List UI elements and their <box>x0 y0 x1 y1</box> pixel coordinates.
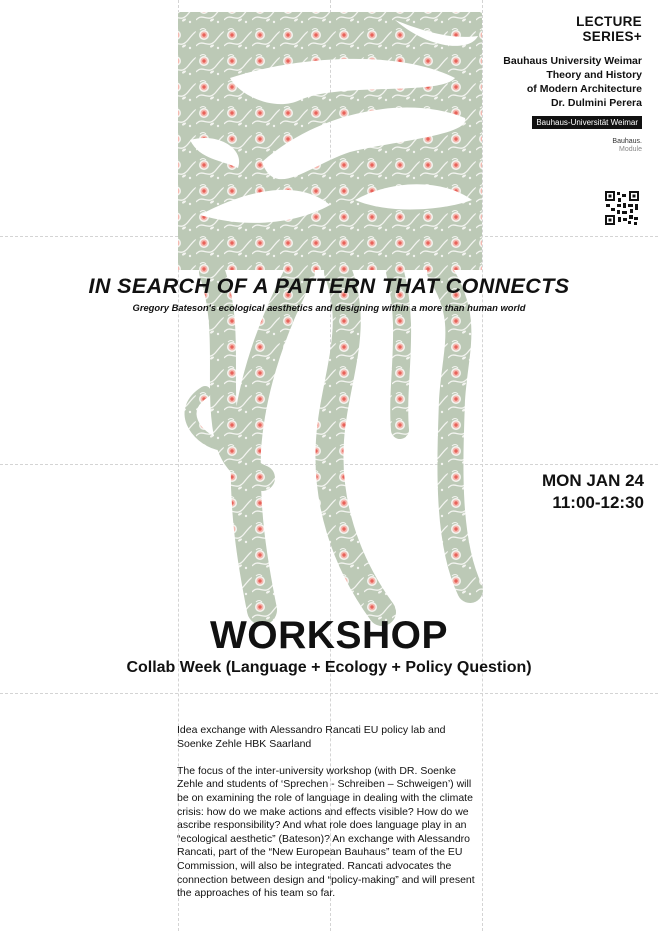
credits-block <box>503 54 642 110</box>
page-subtitle: Gregory Bateson's ecological aesthetics and designing within a more than human world <box>132 302 526 313</box>
event-date: MON JAN 24 <box>541 471 644 490</box>
module-line-2: Module <box>619 146 642 153</box>
credit-line: Theory and History <box>546 69 642 81</box>
module-line-1: Bauhaus. <box>612 138 642 145</box>
page-title: IN SEARCH OF A PATTERN THAT CONNECTS <box>88 274 570 298</box>
description-paragraph-2: The focus of the inter-university workshop (with DR. Soenke Zehle and students of ‘Sprechen - Schreiben – Schweigen’) will be on examining the role of language in dealing with the climate crisis: how do we make actions and effects visible? How do we ascribe responsibility? And what role does language play in an “ecological aesthetic” (Bateson)? An exchange with Alessandro Rancati, part of the “New European Bauhaus” team of the EU Commission, will also be integrated. Rancati advocates the connection between design and “policy-making” and will present the approaches of his team so far. <box>177 764 475 900</box>
description-text <box>177 724 477 914</box>
workshop-heading: WORKSHOP <box>210 614 448 657</box>
credit-line: Dr. Dulmini Perera <box>550 97 642 109</box>
event-time: 11:00-12:30 <box>552 493 644 512</box>
event-datetime <box>542 470 644 514</box>
qr-code-icon[interactable] <box>604 190 640 226</box>
credit-line: of Modern Architecture <box>526 83 642 95</box>
university-badge: Bauhaus-Universität Weimar <box>532 116 642 129</box>
series-line-2: SERIES+ <box>582 29 642 44</box>
bauhaus-module-logo <box>612 138 642 154</box>
lecture-series-logo <box>576 14 642 44</box>
series-line-1: LECTURE <box>576 14 642 29</box>
description-paragraph-1: Idea exchange with Alessandro Rancati EU policy lab and Soenke Zehle HBK Saarland <box>177 724 446 750</box>
workshop-subheading: Collab Week (Language + Ecology + Policy Question) <box>126 659 532 676</box>
credit-line: Bauhaus University Weimar <box>503 55 642 67</box>
